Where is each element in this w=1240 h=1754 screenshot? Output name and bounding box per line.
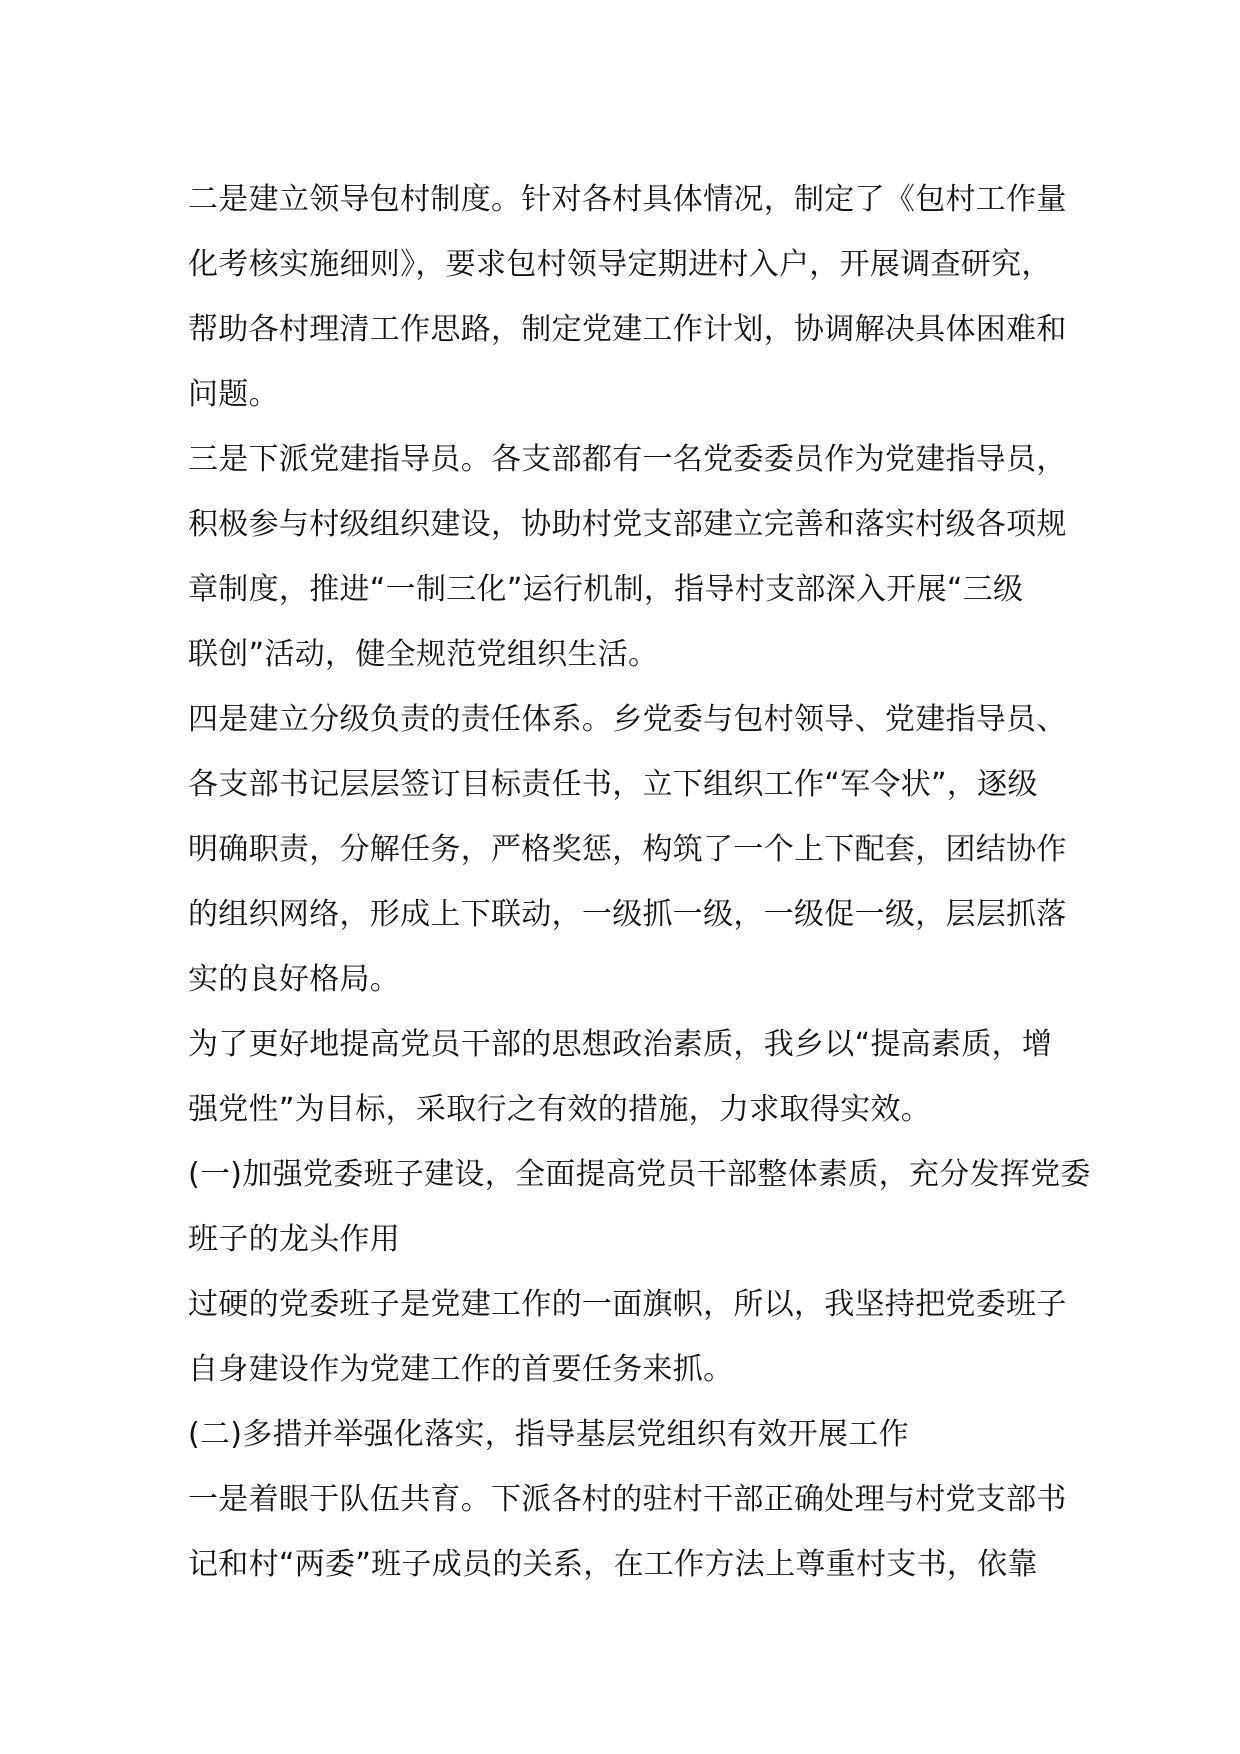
text-line: 记和村“两委”班子成员的关系，在工作方法上尊重村支书，依靠 [188, 1547, 1038, 1582]
text-line: 一是着眼于队伍共育。下派各村的驻村干部正确处理与村党支部书 [188, 1482, 1067, 1517]
text-line: 二是建立领导包村制度。针对各村具体情况，制定了《包村工作量 [188, 182, 1067, 217]
text-line: 章制度，推进“一制三化”运行机制，指导村支部深入开展“三级 [188, 572, 1024, 607]
text-line: (二)多措并举强化落实，指导基层党组织有效开展工作 [188, 1417, 909, 1452]
text-line: 的组织网络，形成上下联动，一级抓一级，一级促一级，层层抓落 [188, 897, 1067, 932]
text-line: 帮助各村理清工作思路，制定党建工作计划，协调解决具体困难和 [188, 312, 1067, 347]
text-line: 为了更好地提高党员干部的思想政治素质，我乡以“提高素质，增 [188, 1027, 1053, 1062]
text-line: 实的良好格局。 [188, 962, 401, 997]
text-line: 化考核实施细则》，要求包村领导定期进村入户，开展调查研究， [188, 247, 1052, 282]
text-line: 三是下派党建指导员。各支部都有一名党委委员作为党建指导员， [188, 442, 1067, 477]
text-line: 自身建设作为党建工作的首要任务来抓。 [188, 1352, 734, 1387]
text-line: 联创”活动，健全规范党组织生活。 [188, 637, 659, 672]
text-line: 班子的龙头作用 [188, 1222, 401, 1257]
text-line: 过硬的党委班子是党建工作的一面旗帜，所以，我坚持把党委班子 [188, 1287, 1067, 1322]
text-line: 强党性”为目标，采取行之有效的措施，力求取得实效。 [188, 1092, 932, 1127]
text-line: 问题。 [188, 377, 279, 412]
text-line: 明确职责，分解任务，严格奖惩，构筑了一个上下配套，团结协作 [188, 832, 1067, 867]
text-line: (一)加强党委班子建设，全面提高党员干部整体素质，充分发挥党委 [188, 1157, 1091, 1192]
text-line: 积极参与村级组织建设，协助村党支部建立完善和落实村级各项规 [188, 507, 1067, 542]
body-text [188, 167, 1091, 1597]
text-line: 四是建立分级负责的责任体系。乡党委与包村领导、党建指导员、 [188, 702, 1067, 737]
text-line: 各支部书记层层签订目标责任书，立下组织工作“军令状”，逐级 [188, 767, 1038, 802]
